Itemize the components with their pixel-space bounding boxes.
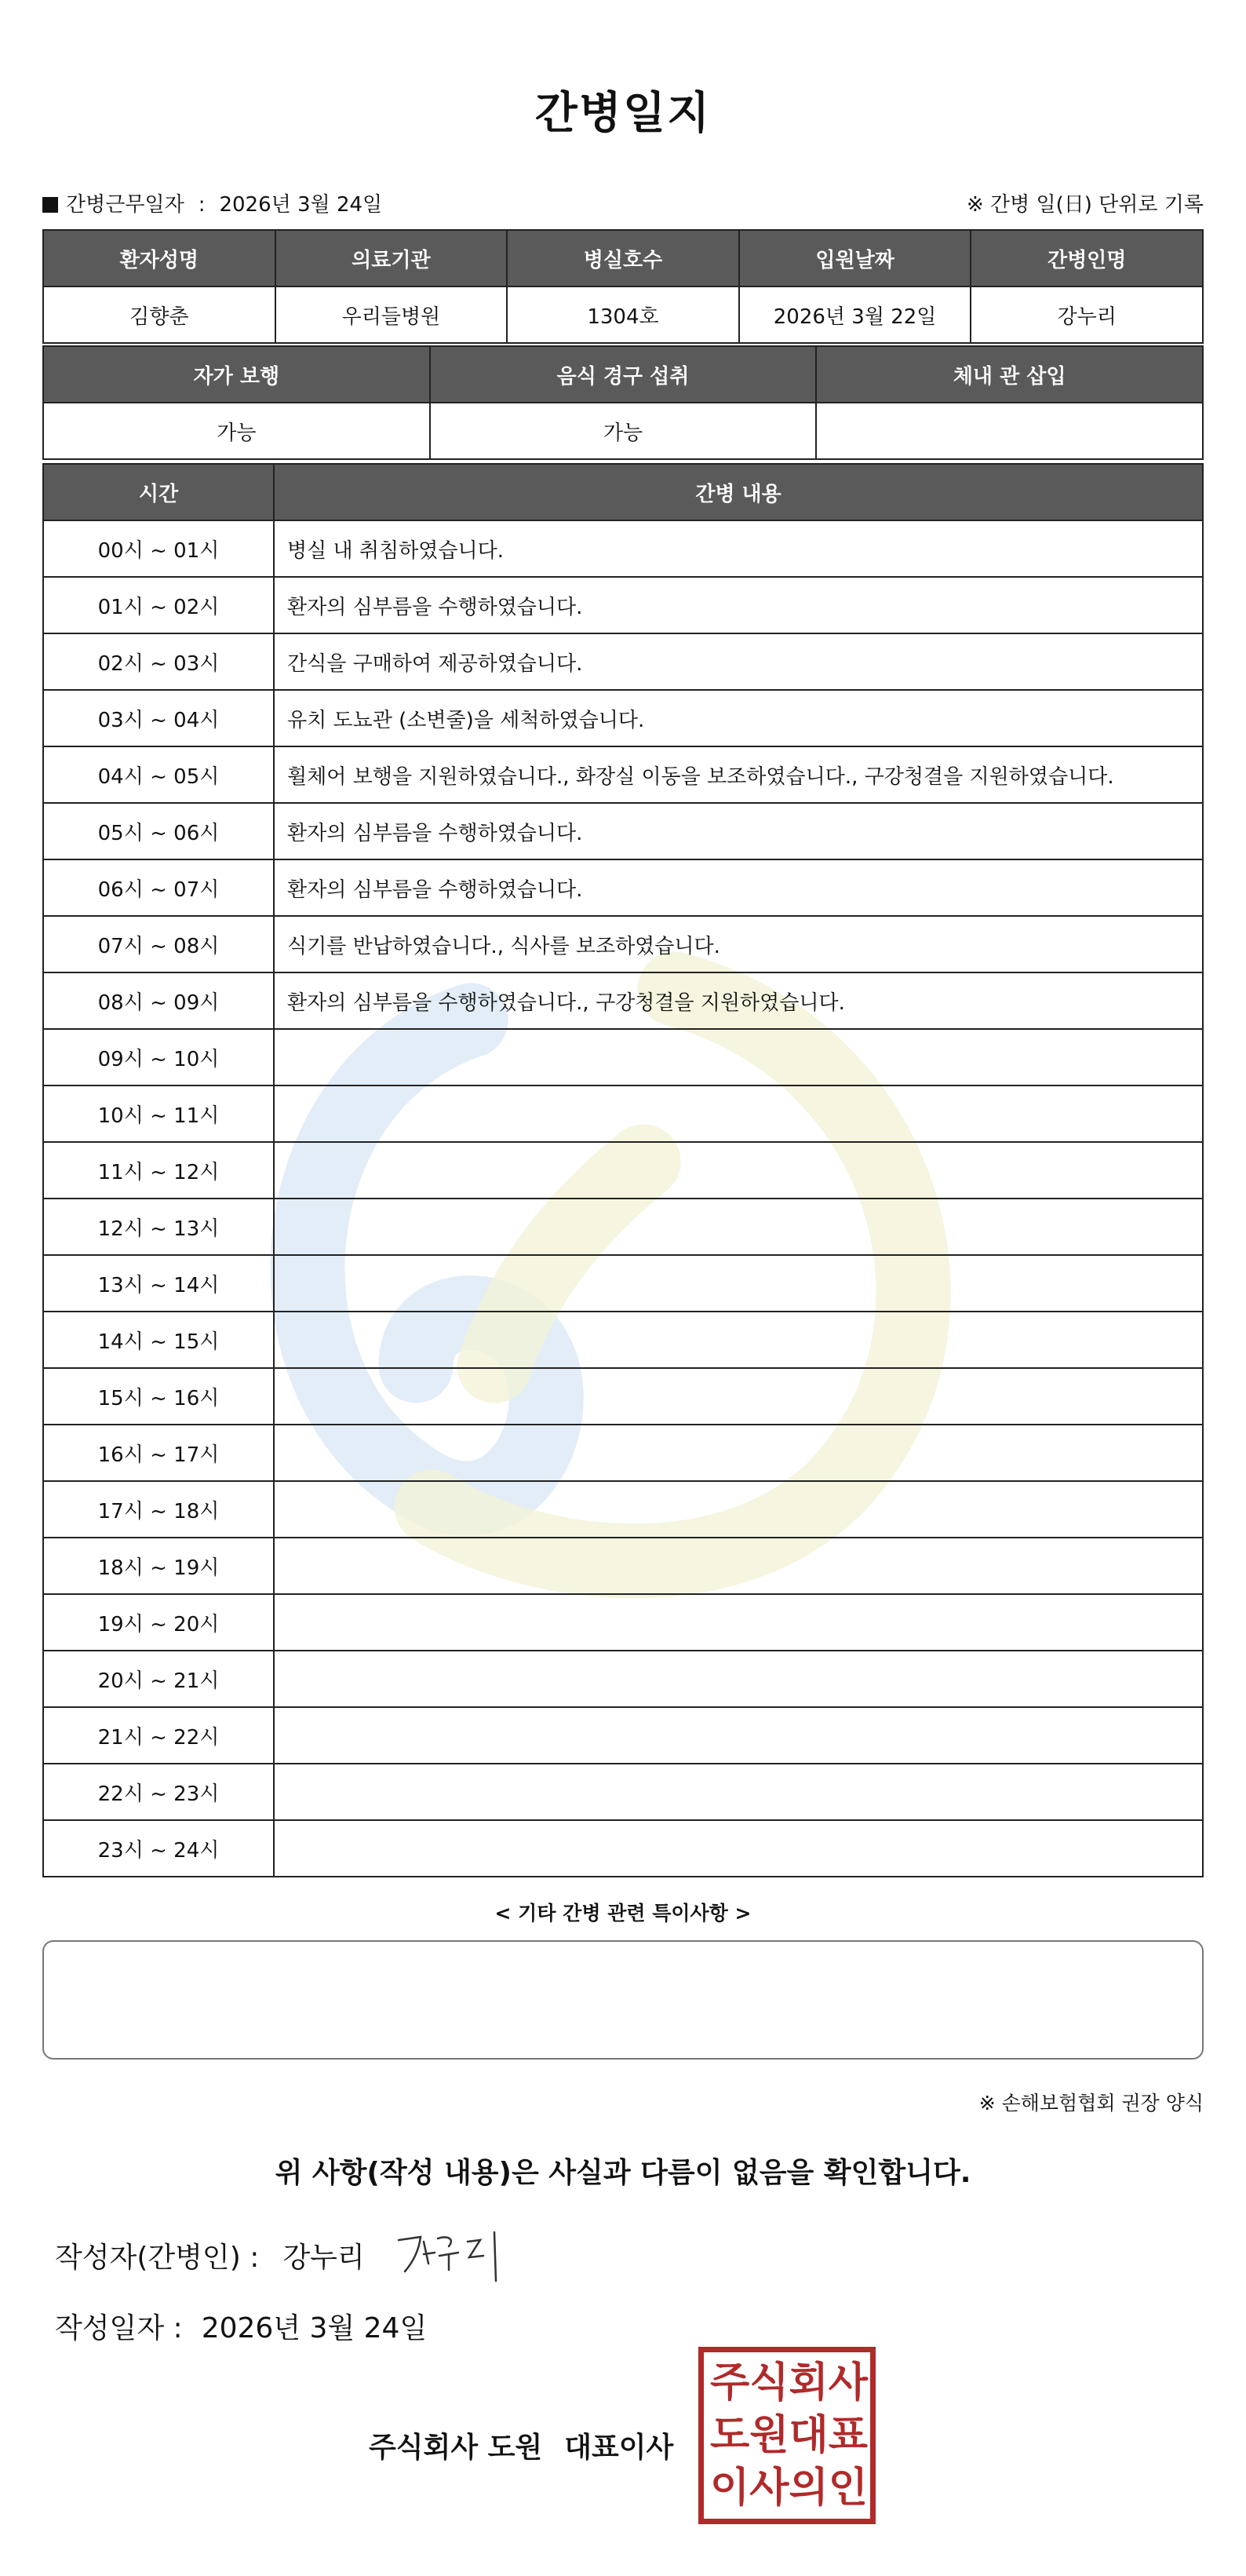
writer-label: 작성자(간병인) : xyxy=(55,2242,260,2274)
header-admission-date: 입원날짜 xyxy=(739,230,971,286)
seal-character: 대 xyxy=(789,2411,829,2459)
patient-info-table xyxy=(42,229,1204,344)
care-content-cell xyxy=(274,1085,1203,1142)
table-row xyxy=(43,520,1203,577)
time-slot-cell: 20시 ~ 21시 xyxy=(43,1651,274,1707)
time-slot-cell: 17시 ~ 18시 xyxy=(43,1481,274,1538)
care-content-cell: 환자의 심부름을 수행하였습니다. xyxy=(274,859,1203,916)
table-row xyxy=(43,633,1203,690)
time-slot-cell: 15시 ~ 16시 xyxy=(43,1368,274,1425)
seal-character: 이 xyxy=(710,2464,750,2512)
written-date-value: 2026년 3월 24일 xyxy=(201,2312,428,2344)
time-slot-cell: 04시 ~ 05시 xyxy=(43,746,274,803)
company-name: 주식회사 도원 xyxy=(369,2432,543,2464)
admission-date-value: 2026년 3월 22일 xyxy=(739,286,971,343)
caregiver-name-value: 강누리 xyxy=(971,286,1203,343)
header-care-content: 간병 내용 xyxy=(274,464,1203,520)
header-self-walking: 자가 보행 xyxy=(43,346,430,403)
tube-insertion-value xyxy=(816,403,1203,459)
table-row xyxy=(43,1142,1203,1199)
care-content-cell xyxy=(274,1425,1203,1481)
time-slot-cell: 22시 ~ 23시 xyxy=(43,1764,274,1820)
seal-characters xyxy=(710,2357,868,2514)
oral-intake-value: 가능 xyxy=(430,403,817,459)
seal-character: 인 xyxy=(828,2464,868,2512)
care-content-cell xyxy=(274,1764,1203,1820)
table-row xyxy=(43,1538,1203,1594)
time-slot-cell: 08시 ~ 09시 xyxy=(43,972,274,1029)
work-date-separator: : xyxy=(198,193,206,217)
care-content-cell xyxy=(274,1820,1203,1877)
time-slot-cell: 09시 ~ 10시 xyxy=(43,1029,274,1085)
care-content-cell: 유치 도뇨관 (소변줄)을 세척하였습니다. xyxy=(274,690,1203,746)
care-content-cell: 간식을 구매하여 제공하였습니다. xyxy=(274,633,1203,690)
seal-row xyxy=(710,2410,868,2462)
care-content-cell xyxy=(274,1029,1203,1085)
seal-character: 식 xyxy=(749,2359,789,2407)
table-row xyxy=(43,1707,1203,1764)
time-slot-cell: 19시 ~ 20시 xyxy=(43,1594,274,1651)
care-log-table xyxy=(42,463,1204,1877)
handwritten-signature xyxy=(392,2223,518,2286)
work-date-line xyxy=(42,188,382,217)
time-slot-cell: 14시 ~ 15시 xyxy=(43,1312,274,1368)
time-slot-cell: 23시 ~ 24시 xyxy=(43,1820,274,1877)
care-content-cell xyxy=(274,1312,1203,1368)
seal-character: 도 xyxy=(710,2411,750,2459)
care-content-cell xyxy=(274,1199,1203,1255)
table-row xyxy=(43,1312,1203,1368)
page-title: 간병일지 xyxy=(534,88,712,139)
seal-character: 표 xyxy=(828,2411,868,2459)
patient-status-table xyxy=(42,345,1204,460)
header-hospital: 의료기관 xyxy=(275,230,508,286)
care-content-cell xyxy=(274,1651,1203,1707)
seal-character: 회 xyxy=(789,2359,829,2407)
writer-name: 강누리 xyxy=(282,2242,365,2274)
self-walking-value: 가능 xyxy=(43,403,430,459)
square-bullet-icon xyxy=(42,197,58,213)
care-content-cell: 환자의 심부름을 수행하였습니다. xyxy=(274,577,1203,633)
time-slot-cell: 16시 ~ 17시 xyxy=(43,1425,274,1481)
seal-character: 주 xyxy=(710,2359,750,2407)
table-row xyxy=(43,1764,1203,1820)
table-row xyxy=(43,859,1203,916)
table-row xyxy=(43,1255,1203,1312)
patient-name-value: 김향춘 xyxy=(43,286,275,343)
time-slot-cell: 12시 ~ 13시 xyxy=(43,1199,274,1255)
company-line xyxy=(369,2425,673,2465)
work-date-value: 2026년 3월 24일 xyxy=(219,193,383,217)
care-content-cell xyxy=(274,1707,1203,1764)
room-number-value: 1304호 xyxy=(507,286,739,343)
table-row xyxy=(43,1594,1203,1651)
care-content-cell xyxy=(274,1255,1203,1312)
written-date-line xyxy=(55,2306,427,2346)
seal-row xyxy=(710,2461,868,2514)
time-slot-cell: 07시 ~ 08시 xyxy=(43,916,274,972)
table-row xyxy=(43,1820,1203,1877)
time-slot-cell: 03시 ~ 04시 xyxy=(43,690,274,746)
header-oral-intake: 음식 경구 섭취 xyxy=(430,346,817,403)
written-date-label: 작성일자 : xyxy=(55,2312,183,2344)
care-content-cell xyxy=(274,1142,1203,1199)
care-content-cell: 휠체어 보행을 지원하였습니다., 화장실 이동을 보조하였습니다., 구강청결을 지원하였습니다. xyxy=(274,746,1203,803)
care-content-cell: 환자의 심부름을 수행하였습니다. xyxy=(274,803,1203,859)
header-tube-insertion: 체내 관 삽입 xyxy=(816,346,1203,403)
time-slot-cell: 06시 ~ 07시 xyxy=(43,859,274,916)
table-row xyxy=(43,1368,1203,1425)
time-slot-cell: 13시 ~ 14시 xyxy=(43,1255,274,1312)
time-slot-cell: 11시 ~ 12시 xyxy=(43,1142,274,1199)
seal-character: 사 xyxy=(749,2464,789,2512)
table-row xyxy=(43,690,1203,746)
time-slot-cell: 21시 ~ 22시 xyxy=(43,1707,274,1764)
care-content-cell xyxy=(274,1481,1203,1538)
seal-character: 의 xyxy=(789,2464,829,2512)
time-slot-cell: 00시 ~ 01시 xyxy=(43,520,274,577)
writer-line xyxy=(55,2235,365,2275)
header-time: 시간 xyxy=(43,464,274,520)
table-row xyxy=(43,916,1203,972)
table-row xyxy=(43,1651,1203,1707)
seal-row xyxy=(710,2357,868,2410)
table-row xyxy=(43,803,1203,859)
time-slot-cell: 01시 ~ 02시 xyxy=(43,577,274,633)
table-row xyxy=(43,746,1203,803)
table-row xyxy=(43,1199,1203,1255)
header-caregiver-name: 간병인명 xyxy=(971,230,1203,286)
record-unit-note: ※ 간병 일(日) 단위로 기록 xyxy=(966,193,1204,217)
table-row xyxy=(43,1085,1203,1142)
seal-character: 원 xyxy=(749,2411,789,2459)
hospital-value: 우리들병원 xyxy=(275,286,508,343)
special-notes-box xyxy=(42,1940,1204,2060)
table-row xyxy=(43,1029,1203,1085)
table-row xyxy=(43,577,1203,633)
footnote: ※ 손해보험협회 권장 양식 xyxy=(978,2092,1204,2114)
care-content-cell xyxy=(274,1594,1203,1651)
care-content-cell: 병실 내 취침하였습니다. xyxy=(274,520,1203,577)
time-slot-cell: 10시 ~ 11시 xyxy=(43,1085,274,1142)
representative-title: 대표이사 xyxy=(564,2432,674,2464)
care-log-rows xyxy=(43,520,1203,1877)
care-content-cell xyxy=(274,1368,1203,1425)
company-seal-stamp xyxy=(698,2347,876,2524)
header-patient-name: 환자성명 xyxy=(43,230,275,286)
seal-character: 사 xyxy=(828,2359,868,2407)
notes-caption: < 기타 간병 관련 특이사항 > xyxy=(494,1902,752,1925)
table-row xyxy=(43,1425,1203,1481)
time-slot-cell: 05시 ~ 06시 xyxy=(43,803,274,859)
table-row xyxy=(43,1481,1203,1538)
care-content-cell xyxy=(274,1538,1203,1594)
work-date-label: 간병근무일자 xyxy=(66,193,184,217)
confirmation-statement: 위 사항(작성 내용)은 사실과 다름이 없음을 확인합니다. xyxy=(275,2157,971,2189)
time-slot-cell: 02시 ~ 03시 xyxy=(43,633,274,690)
time-slot-cell: 18시 ~ 19시 xyxy=(43,1538,274,1594)
care-content-cell: 식기를 반납하였습니다., 식사를 보조하였습니다. xyxy=(274,916,1203,972)
table-row xyxy=(43,972,1203,1029)
care-content-cell: 환자의 심부름을 수행하였습니다., 구강청결을 지원하였습니다. xyxy=(274,972,1203,1029)
header-room-number: 병실호수 xyxy=(507,230,739,286)
